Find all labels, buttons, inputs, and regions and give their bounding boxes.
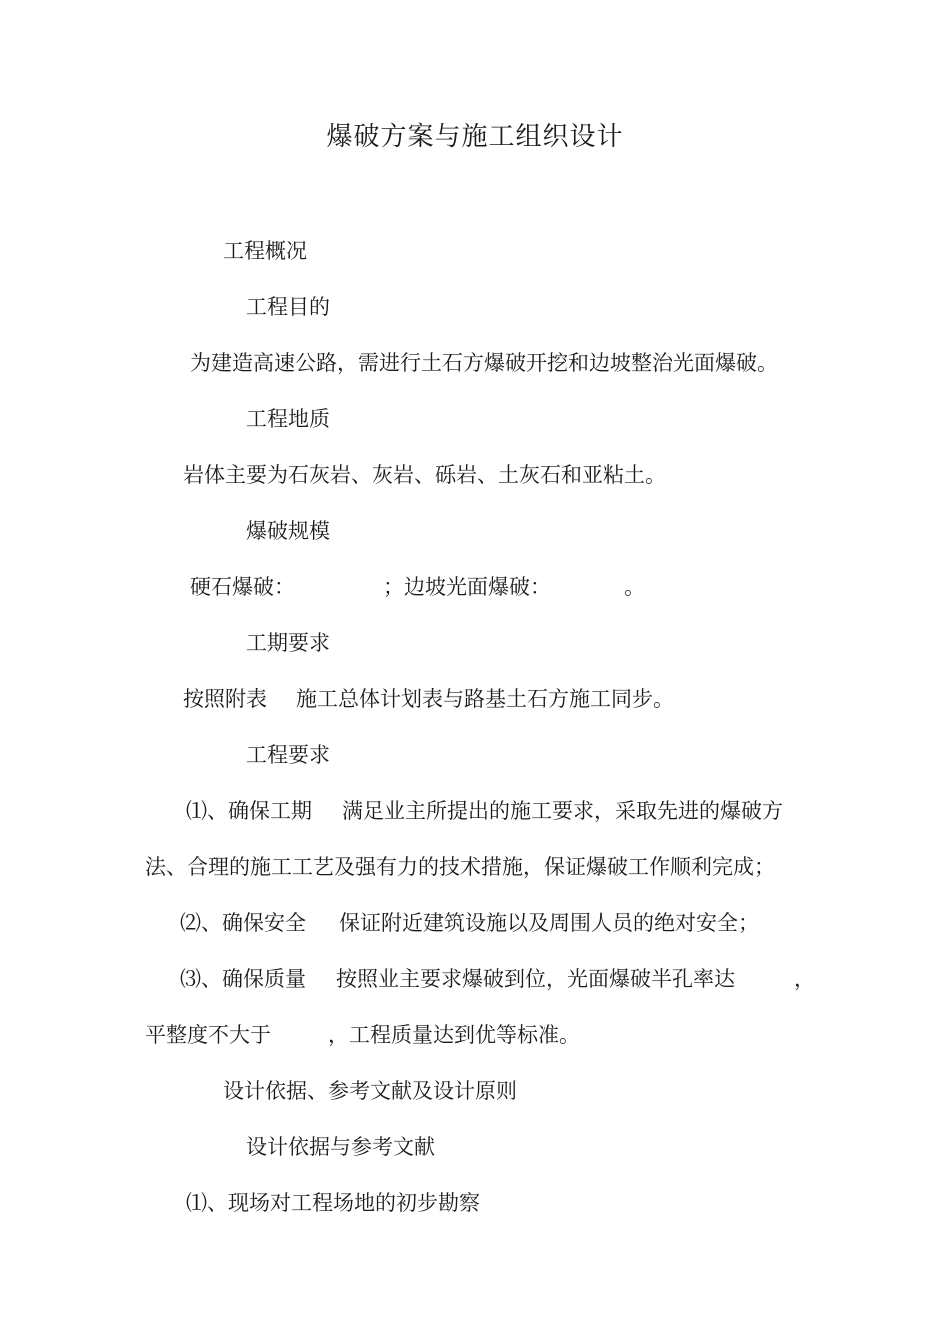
paragraph-part: 硬石爆破：	[190, 575, 295, 599]
section-heading: 设计依据、参考文献及设计原则	[223, 1079, 517, 1103]
paragraph: 法、合理的施工工艺及强有力的技术措施，保证爆破工作顺利完成；	[145, 855, 775, 879]
subsection-heading: 工程地质	[246, 407, 330, 431]
paragraph-part: ；边坡光面爆破：	[383, 575, 551, 599]
paragraph: 岩体主要为石灰岩、灰岩、砾岩、土灰石和亚粘土。	[183, 463, 666, 487]
paragraph-part: 满足业主所提出的施工要求，采取先进的爆破方	[342, 799, 783, 823]
subsection-heading: 工期要求	[246, 631, 330, 655]
document-title: 爆破方案与施工组织设计	[326, 122, 624, 152]
paragraph-part: ⑵、确保安全	[180, 911, 306, 935]
paragraph-part: 保证附近建筑设施以及周围人员的绝对安全；	[339, 911, 759, 935]
subsection-heading: 工程目的	[246, 295, 330, 319]
subsection-heading: 工程要求	[246, 743, 330, 767]
subsection-heading: 设计依据与参考文献	[246, 1135, 435, 1159]
paragraph-part: 按照附表	[183, 687, 267, 711]
section-heading: 工程概况	[223, 239, 307, 263]
paragraph-part: ，工程质量达到优等标准。	[328, 1023, 580, 1047]
paragraph-part: 平整度不大于	[145, 1023, 271, 1047]
paragraph: ⑴、现场对工程场地的初步勘察	[186, 1191, 480, 1215]
paragraph-part: 。	[624, 575, 645, 599]
paragraph-part: ⑶、确保质量	[180, 967, 306, 991]
paragraph-part: ⑴、确保工期	[186, 799, 312, 823]
paragraph: 为建造高速公路，需进行土石方爆破开挖和边坡整治光面爆破。	[190, 351, 778, 375]
paragraph-part: 按照业主要求爆破到位，光面爆破半孔率达	[336, 967, 735, 991]
subsection-heading: 爆破规模	[246, 519, 330, 543]
paragraph-part: 施工总体计划表与路基土石方施工同步。	[296, 687, 674, 711]
paragraph-part: ，	[794, 967, 815, 991]
